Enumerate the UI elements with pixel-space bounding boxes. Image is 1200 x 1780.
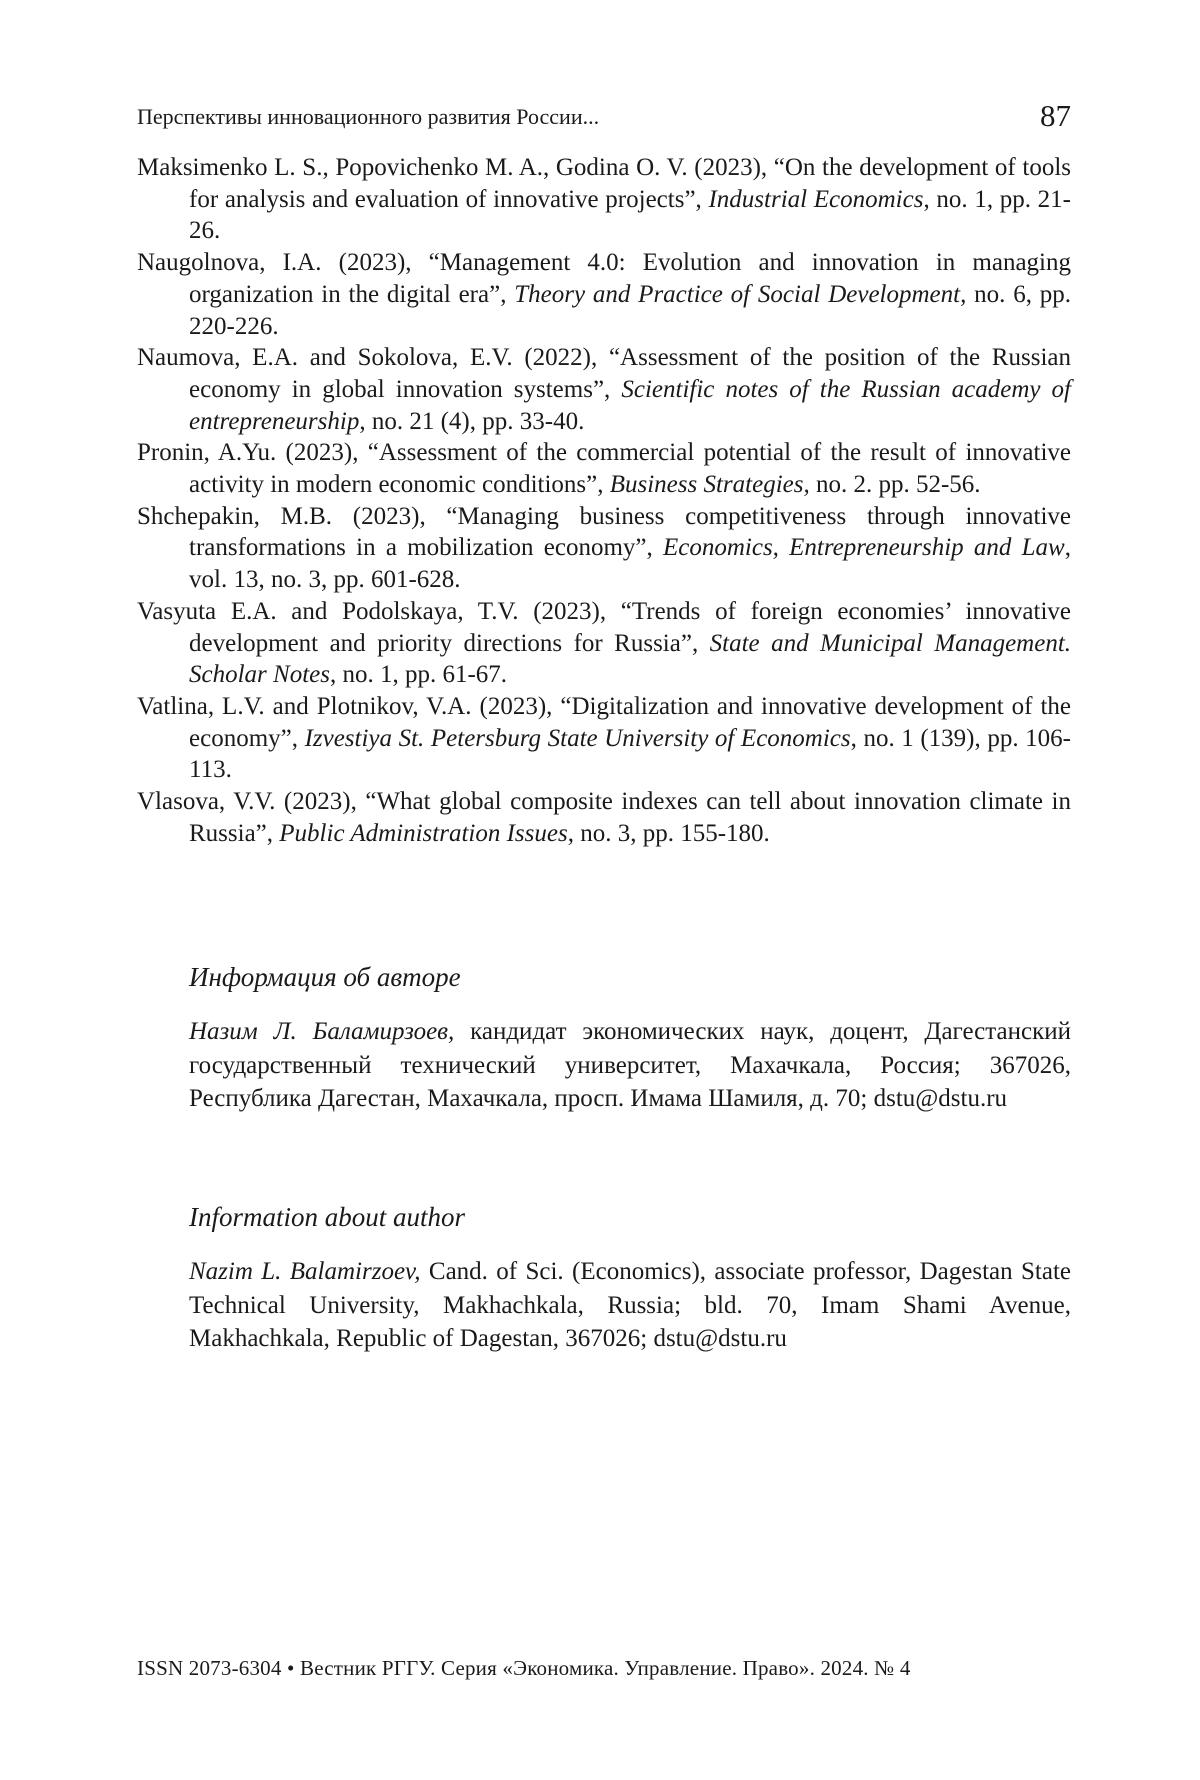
author-info-ru xyxy=(189,962,1071,1116)
journal-title: Izvestiya St. Petersburg State University of Economics xyxy=(305,725,851,752)
reference-details: , no. 21 (4), pp. 33-40. xyxy=(359,408,584,435)
journal-title: Business Strategies, xyxy=(610,471,810,498)
reference-list xyxy=(137,152,1071,849)
reference-item xyxy=(137,501,1071,596)
running-title: Перспективы инновационного развития России... xyxy=(137,104,599,130)
journal-title: Economics, Entrepreneurship and Law xyxy=(663,534,1065,561)
author-info-en xyxy=(189,1202,1071,1356)
journal-title: Public Administration Issues xyxy=(279,820,567,847)
reference-text: Vasyuta E.A. and Podolskaya, T.V. (2023), “Trends of foreign economies’ innovative development and priority directions for Russia”, xyxy=(137,598,1071,657)
reference-text: Vlasova, V.V. (2023), “What global composite indexes can tell about innovation climate in Russia”, xyxy=(137,788,1071,847)
journal-title: Industrial Economics xyxy=(708,186,923,213)
reference-text: Pronin, A.Yu. (2023), “Assessment of the commercial potential of the result of innovative activity in modern economic conditions”, xyxy=(137,439,1071,498)
page-footer: ISSN 2073-6304 • Вестник РГГУ. Серия «Экономика. Управление. Право». 2024. № 4 xyxy=(137,1656,911,1681)
reference-item xyxy=(137,247,1071,342)
reference-details: , no. 1, pp. 61-67. xyxy=(330,661,507,688)
reference-text: Naugolnova, I.A. (2023), “Management 4.0: Evolution and innovation in managing organization in the digital era”, xyxy=(137,249,1071,308)
page-header xyxy=(137,96,1071,136)
reference-details: , vol. 13, no. 3, pp. 601-628. xyxy=(189,534,1071,593)
journal-title: Theory and Practice of Social Development, xyxy=(514,281,966,308)
reference-item xyxy=(137,691,1071,786)
author-name: Nazim L. Balamirzoev, xyxy=(189,1258,421,1285)
reference-item xyxy=(137,786,1071,849)
page-number: 87 xyxy=(1040,98,1071,134)
author-details: Cand. of Sci. (Economics), associate professor, Dagestan State Technical University, Makhachkala, Russia; bld. 70, Imam Shami Avenue, Makhachkala, Republic of Dagestan, 367026; dstu@dstu.ru xyxy=(189,1258,1071,1352)
section-title: Information about author xyxy=(189,1202,1071,1233)
reference-item xyxy=(137,152,1071,247)
reference-item xyxy=(137,342,1071,437)
author-bio xyxy=(189,1255,1071,1356)
author-name: Назим Л. Баламирзоев, xyxy=(189,1018,454,1045)
reference-text: Vatlina, L.V. and Plotnikov, V.A. (2023), “Digitalization and innovative development of the economy”, xyxy=(137,693,1071,752)
author-bio xyxy=(189,1015,1071,1116)
reference-text: Naumova, E.A. and Sokolova, E.V. (2022), “Assessment of the position of the Russian economy in global innovation systems”, xyxy=(137,344,1071,403)
journal-title: State and Municipal Management. Scholar Notes xyxy=(189,630,1071,689)
reference-item xyxy=(137,596,1071,691)
reference-text: Shchepakin, M.B. (2023), “Managing business competitiveness through innovative transformations in a mobilization economy”, xyxy=(137,503,1071,562)
reference-text: Maksimenko L. S., Popovichenko M. A., Godina O. V. (2023), “On the development of tools for analysis and evaluation of innovative projects”, xyxy=(137,154,1071,213)
reference-details: no. 6, pp. 220-226. xyxy=(189,281,1071,340)
reference-item xyxy=(137,437,1071,500)
reference-details: , no. 1 (139), pp. 106-113. xyxy=(189,725,1071,784)
section-title: Информация об авторе xyxy=(189,962,1071,993)
reference-details: , no. 3, pp. 155-180. xyxy=(568,820,770,847)
author-details: кандидат экономических наук, доцент, Дагестанский государственный технический университет, Махачкала, Россия; 367026, Республика Дагестан, Махачкала, просп. Имама Шамиля, д. 70; dstu@dstu.ru xyxy=(189,1018,1071,1112)
reference-details: no. 2. pp. 52-56. xyxy=(810,471,981,498)
journal-title: Scientific notes of the Russian academy of entrepreneurship xyxy=(189,376,1071,435)
reference-details: , no. 1, pp. 21-26. xyxy=(189,186,1071,245)
